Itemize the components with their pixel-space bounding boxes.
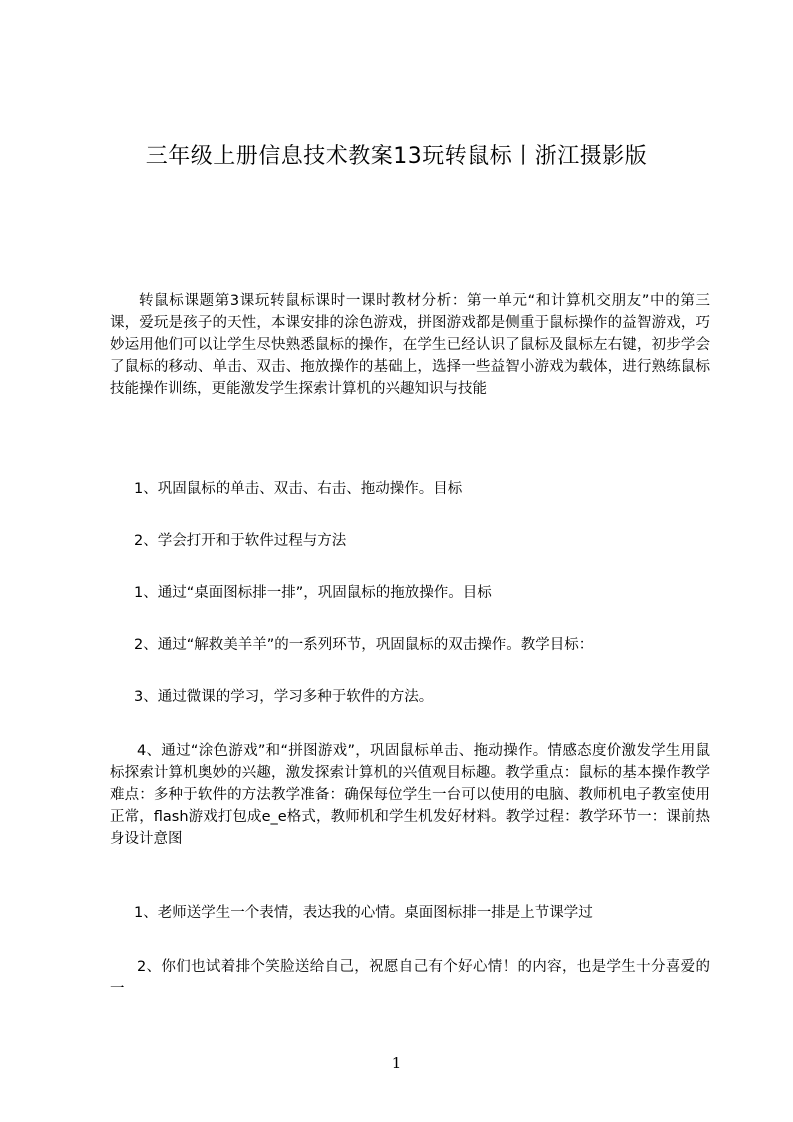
document-title: 三年级上册信息技术教案13玩转鼠标丨浙江摄影版 (145, 144, 648, 169)
paragraph-step-1: 1、老师送学生一个表情，表达我的心情。桌面图标排一排是上节课学过 (134, 905, 593, 921)
paragraph-process-3: 3、通过微课的学习，学习多种于软件的方法。 (134, 689, 434, 705)
paragraph-goal-2: 2、学会打开和于软件过程与方法 (134, 533, 347, 549)
paragraph-intro: 转鼠标课题第3课玩转鼠标课时一课时教材分析：第一单元“和计算机交朋友”中的第三课，爱玩是孩子的天性，本课安排的涂色游戏，拼图游戏都是侧重于鼠标操作的益智游戏，巧妙运用他们可以让学生尽快熟悉鼠标的操作，在学生已经认识了鼠标及鼠标左右键，初步学会了鼠标的移动、单击、双击、拖放操作的基础上，选择一些益智小游戏为载体，进行熟练鼠标技能操作训练，更能激发学生探索计算机的兴趣知识与技能 (110, 293, 710, 397)
paragraph-process-1: 1、通过“桌面图标排一排”，巩固鼠标的拖放操作。目标 (134, 585, 492, 601)
page-number: 1 (391, 1054, 402, 1072)
paragraph-goal-1: 1、巩固鼠标的单击、双击、右击、拖动操作。目标 (134, 481, 463, 497)
paragraph-process-2: 2、通过“解救美羊羊”的一系列环节，巩固鼠标的双击操作。教学目标： (134, 637, 594, 653)
paragraph-process-4: 4、通过“涂色游戏”和“拼图游戏”，巩固鼠标单击、拖动操作。情感态度价激发学生用鼠标探索计算机奥妙的兴趣，激发探索计算机的兴值观目标趣。教学重点：鼠标的基本操作教学难点：多种于软件的方法教学准备：确保每位学生一台可以使用的电脑、教师机电子教室使用正常，flash游戏打包成e_e格式，教师机和学生机发好材料。教学过程：教学环节一：课前热身设计意图 (110, 743, 710, 847)
paragraph-step-2: 2、你们也试着排个笑脸送给自己，祝愿自己有个好心情！的内容，也是学生十分喜爱的一 (110, 959, 710, 997)
